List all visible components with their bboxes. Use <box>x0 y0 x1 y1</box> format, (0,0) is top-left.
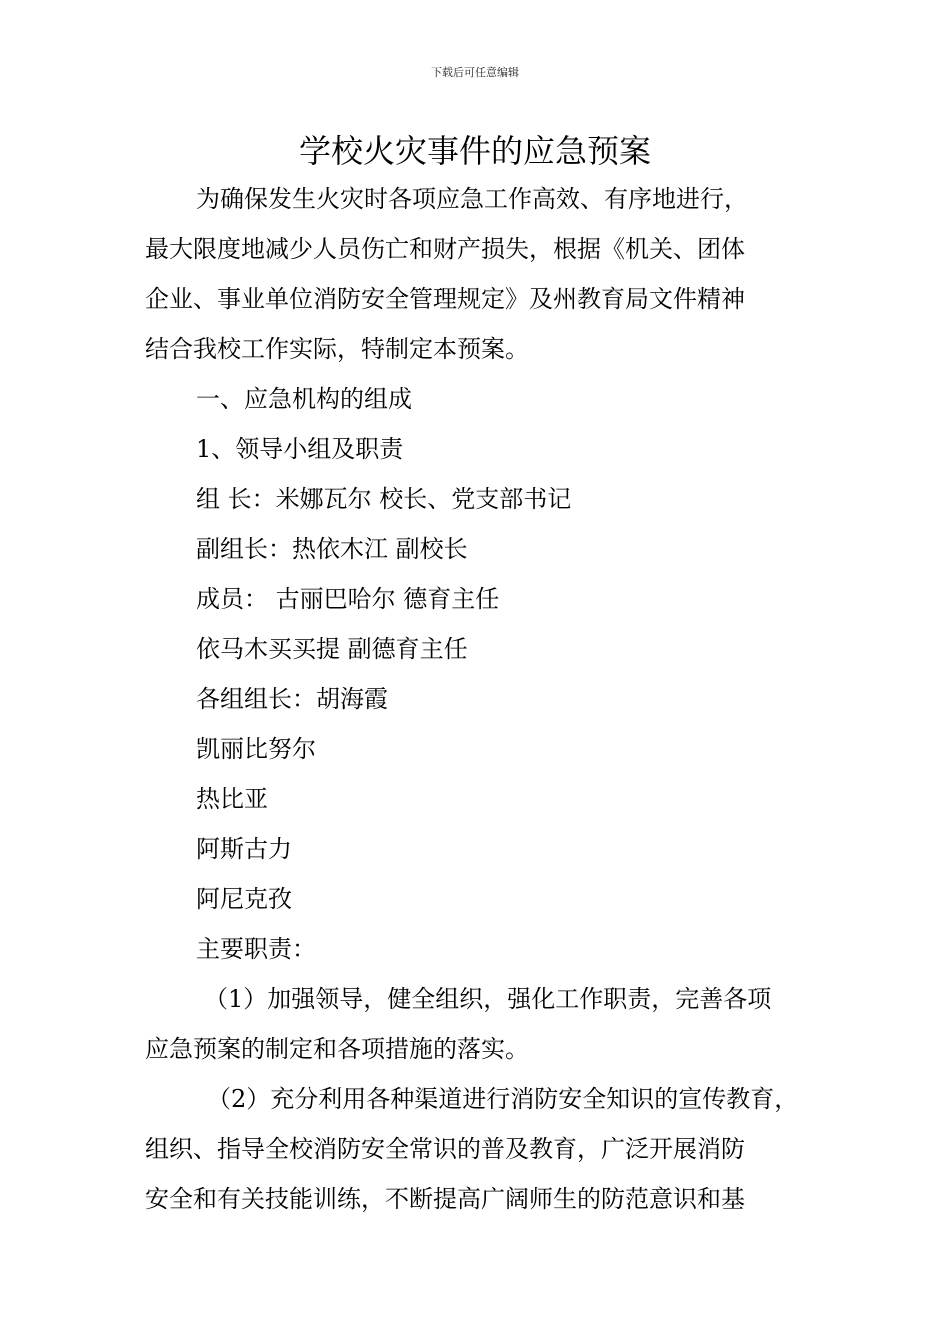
duty-1-line-1: （1）加强领导，健全组织，强化工作职责，完善各项 <box>204 985 772 1013</box>
member-line-1: 成员： 古丽巴哈尔 德育主任 <box>196 585 500 613</box>
duties-heading: 主要职责： <box>196 935 316 963</box>
document-title: 学校火灾事件的应急预案 <box>298 132 651 170</box>
intro-paragraph-line-3: 企业、事业单位消防安全管理规定》及州教育局文件精神 <box>145 285 745 313</box>
intro-paragraph-line-4: 结合我校工作实际，特制定本预案。 <box>145 335 529 363</box>
duty-2-line-3: 安全和有关技能训练，不断提高广阔师生的防范意识和基 <box>145 1185 745 1213</box>
duty-2-line-1: （2）充分利用各种渠道进行消防安全知识的宣传教育， <box>207 1085 799 1113</box>
document-body <box>145 174 825 1224</box>
group-leader-name-2: 热比亚 <box>196 785 268 813</box>
page-header-note: 下载后可任意编辑 <box>431 66 519 79</box>
group-leader-name-1: 凯丽比努尔 <box>196 735 316 763</box>
duty-2-line-2: 组织、指导全校消防安全常识的普及教育，广泛开展消防 <box>145 1135 745 1163</box>
member-line-2: 依马木买买提 副德育主任 <box>196 635 468 663</box>
intro-paragraph-line-1: 为确保发生火灾时各项应急工作高效、有序地进行， <box>196 185 748 213</box>
subsection-heading-1: 1、领导小组及职责 <box>196 435 404 463</box>
group-leader-name-3: 阿斯古力 <box>196 835 292 863</box>
group-leader-name-4: 阿尼克孜 <box>196 885 292 913</box>
leader-line: 组 长：米娜瓦尔 校长、党支部书记 <box>196 485 572 513</box>
section-heading-1: 一、应急机构的组成 <box>196 385 412 413</box>
intro-paragraph-line-2: 最大限度地减少人员伤亡和财产损失，根据《机关、团体 <box>145 235 745 263</box>
deputy-leader-line: 副组长：热依木江 副校长 <box>196 535 468 563</box>
group-leader-line: 各组组长：胡海霞 <box>196 685 388 713</box>
duty-1-line-2: 应急预案的制定和各项措施的落实。 <box>145 1035 529 1063</box>
